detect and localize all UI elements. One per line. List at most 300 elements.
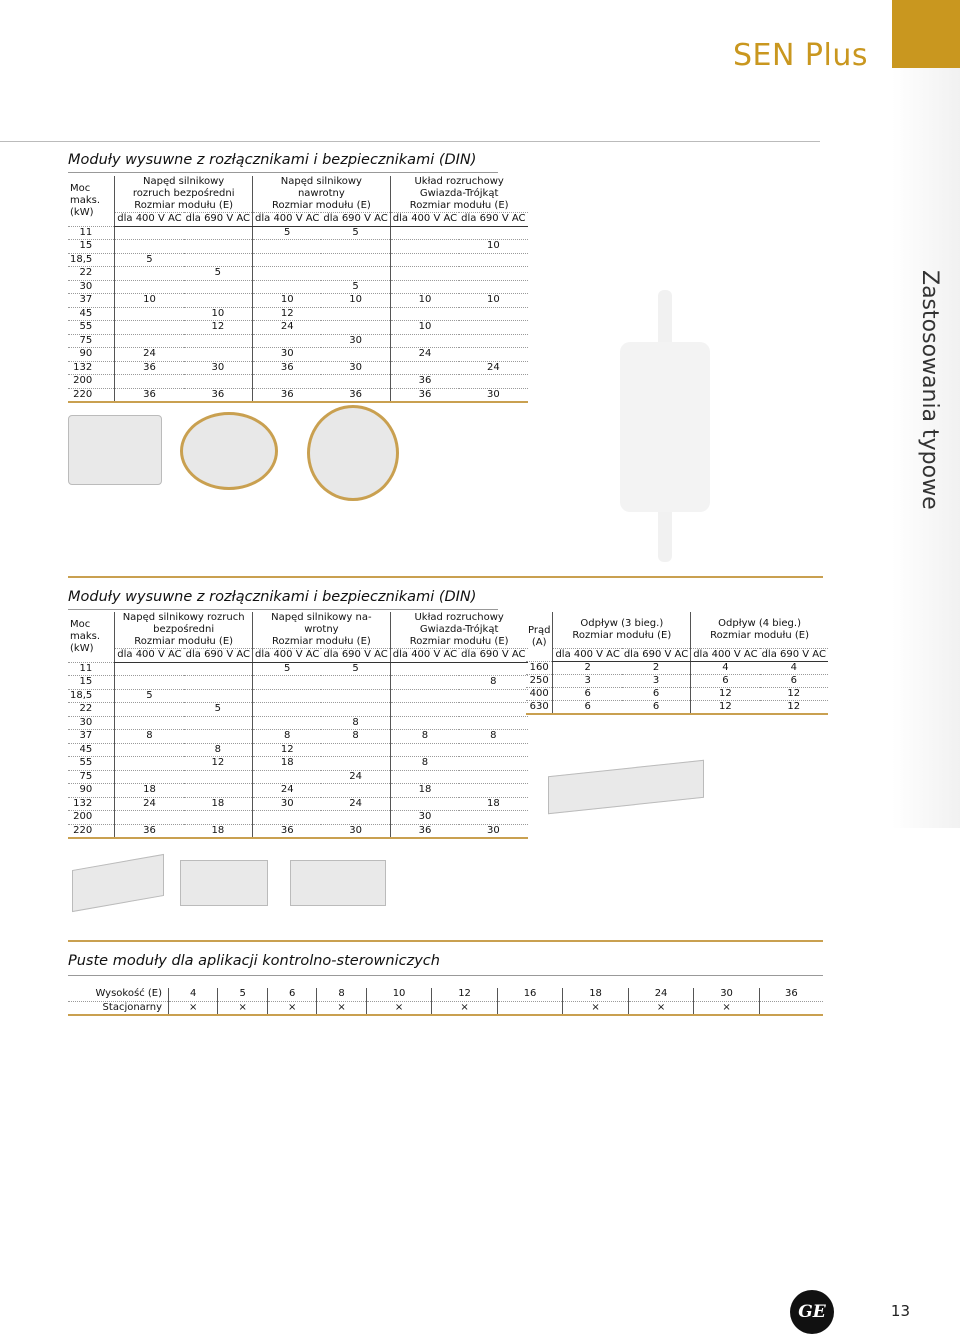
row-header-cell: 18,5 [68, 253, 115, 267]
row-header-cell: 90 [68, 784, 115, 798]
table-cell: 6 [553, 701, 622, 715]
table-cell [115, 334, 184, 348]
row-header-cell: 22 [68, 703, 115, 717]
product-photo [68, 415, 162, 485]
table-row [526, 675, 828, 688]
table-cell: 24 [115, 348, 184, 362]
table-cell: × [628, 1001, 694, 1015]
table-cell [253, 676, 322, 690]
table-cell: 36 [253, 361, 322, 375]
table-cell [459, 375, 527, 389]
table-cell [321, 689, 390, 703]
table-cell: 8 [459, 730, 527, 744]
table-cell: 18 [184, 824, 253, 838]
table-cell [321, 676, 390, 690]
table-cell [759, 1001, 823, 1015]
table-cell [115, 676, 184, 690]
table-cell [321, 321, 390, 335]
section2-rule [68, 609, 498, 610]
table-cell: 18 [184, 797, 253, 811]
table-cell: 5 [115, 253, 184, 267]
row-label: Wysokość (E) [68, 988, 169, 1001]
table-cell [321, 757, 390, 771]
table-cell: 12 [760, 688, 828, 701]
table-cell: × [563, 1001, 629, 1015]
product-photo [548, 760, 704, 814]
table-row [68, 307, 528, 321]
table-cell [115, 240, 184, 254]
group-header: Układ rozruchowy Gwiazda-Trójkąt Rozmiar modułu (E) [390, 612, 527, 649]
table-cell: 36 [390, 388, 459, 402]
table-cell [184, 294, 253, 308]
table-cell: 30 [390, 811, 459, 825]
row-header-cell: 37 [68, 294, 115, 308]
subheader-cell: dla 400 V AC [553, 649, 622, 662]
table-cell: 6 [622, 701, 691, 715]
page-number: 13 [890, 1302, 910, 1320]
table-cell [184, 375, 253, 389]
table-cell: 8 [317, 988, 366, 1001]
table-cell [459, 280, 527, 294]
table-cell [459, 689, 527, 703]
table-cell [253, 334, 322, 348]
subheader-cell: dla 400 V AC [253, 649, 322, 663]
table-cell: 12 [691, 701, 760, 715]
table-cell [115, 662, 184, 676]
table-cell: 12 [184, 321, 253, 335]
table-cell: 6 [267, 988, 316, 1001]
table-cell [253, 689, 322, 703]
row-header-cell: 37 [68, 730, 115, 744]
table-cell: 6 [553, 688, 622, 701]
table-cell: 5 [253, 662, 322, 676]
table-row [68, 676, 528, 690]
row-label: Stacjonarny [68, 1001, 169, 1015]
table-row [68, 226, 528, 240]
table-cell: 5 [218, 988, 267, 1001]
table-cell [184, 280, 253, 294]
row-header-cell: 15 [68, 676, 115, 690]
table-cell [390, 280, 459, 294]
table-cell [459, 307, 527, 321]
table-body [68, 662, 528, 838]
table-row [68, 770, 528, 784]
section4-title: Puste moduły dla aplikacji kontrolno-sterowniczych [68, 953, 440, 969]
table-cell: 10 [390, 321, 459, 335]
table-cell: 36 [115, 361, 184, 375]
table-row [68, 388, 528, 402]
section2-title: Moduły wysuwne z rozłącznikami i bezpiecznikami (DIN) [68, 589, 477, 605]
table-cell: 24 [253, 321, 322, 335]
table-cell [459, 757, 527, 771]
table-cell: 6 [691, 675, 760, 688]
table-cell [253, 240, 322, 254]
table-body [526, 662, 828, 715]
table-cell: 30 [459, 388, 527, 402]
table-cell [184, 226, 253, 240]
ge-logo: GE [790, 1290, 834, 1334]
table-cell [459, 253, 527, 267]
table-cell [390, 703, 459, 717]
table-cell: 24 [628, 988, 694, 1001]
table-cell [184, 348, 253, 362]
table-cell: 6 [622, 688, 691, 701]
table-cell [459, 784, 527, 798]
table-cell: × [317, 1001, 366, 1015]
subheader-cell: dla 400 V AC [390, 649, 459, 663]
table-cell: 36 [115, 388, 184, 402]
table-cell [184, 253, 253, 267]
table-row [68, 662, 528, 676]
table-cell [321, 307, 390, 321]
subheader-cell: dla 690 V AC [622, 649, 691, 662]
table-cell: 3 [553, 675, 622, 688]
subheader-cell: dla 690 V AC [184, 649, 253, 663]
table-cell [115, 375, 184, 389]
table-cell: 4 [691, 662, 760, 675]
subheader-cell: dla 690 V AC [461, 213, 526, 225]
table-cell [390, 361, 459, 375]
product-photo [180, 860, 268, 906]
table-cell: 8 [253, 730, 322, 744]
table-cell: 30 [321, 361, 390, 375]
table-cell: 18 [115, 784, 184, 798]
table-cell [321, 375, 390, 389]
table-cell [253, 253, 322, 267]
table-cell [184, 334, 253, 348]
table-cell: 36 [115, 824, 184, 838]
table-cell [253, 703, 322, 717]
subheader-cell: dla 690 V AC [321, 213, 390, 227]
group-header: Napęd silnikowy rozruch bezpośredni Rozmiar modułu (E) [115, 612, 253, 649]
table-cell [115, 716, 184, 730]
row-header-cell: 45 [68, 743, 115, 757]
table-row [68, 824, 528, 838]
row-header-cell: 90 [68, 348, 115, 362]
table-cell [321, 348, 390, 362]
row-header-cell: 200 [68, 811, 115, 825]
section1-title: Moduły wysuwne z rozłącznikami i bezpiecznikami (DIN) [68, 152, 477, 168]
table-cell [390, 689, 459, 703]
table-cell [459, 703, 527, 717]
row-header-cell: 220 [68, 388, 115, 402]
table-row [68, 280, 528, 294]
table-cell: 5 [184, 703, 253, 717]
table-cell [390, 743, 459, 757]
table-cell: 5 [115, 689, 184, 703]
row-header-cell: 75 [68, 334, 115, 348]
table-cell: 6 [760, 675, 828, 688]
table-row [68, 811, 528, 825]
table-cell: 8 [115, 730, 184, 744]
table-cell: × [366, 1001, 432, 1015]
table-cell: 8 [390, 730, 459, 744]
table-cell [115, 280, 184, 294]
table-cell: 30 [321, 334, 390, 348]
table-row [68, 253, 528, 267]
row-header-cell: 11 [68, 226, 115, 240]
table-cell: 24 [321, 797, 390, 811]
table-cell [321, 703, 390, 717]
table-cell: 10 [184, 307, 253, 321]
table-cell [459, 716, 527, 730]
table-cell: 12 [253, 743, 322, 757]
table-row [68, 743, 528, 757]
table-cell: 5 [321, 662, 390, 676]
table-cell [390, 676, 459, 690]
table-cell: 36 [759, 988, 823, 1001]
product-photo [180, 412, 278, 490]
table-row [68, 784, 528, 798]
table-cell: 24 [390, 348, 459, 362]
table-cell [459, 226, 527, 240]
table-cell: 36 [390, 824, 459, 838]
row-header-cell: 18,5 [68, 689, 115, 703]
table-cell [184, 716, 253, 730]
table-cell [253, 375, 322, 389]
table-cell [459, 811, 527, 825]
table-row [68, 321, 528, 335]
product-photo [72, 854, 164, 912]
table-row [68, 703, 528, 717]
table-cell: 8 [321, 716, 390, 730]
table-cell: 2 [622, 662, 691, 675]
section2-rule [68, 576, 823, 578]
table-cell [184, 770, 253, 784]
table-cell [321, 743, 390, 757]
section4-rule [68, 975, 823, 976]
table-cell [115, 757, 184, 771]
group-header: Napęd silnikowy na- wrotny Rozmiar modułu (E) [253, 612, 391, 649]
table-cell: 5 [184, 267, 253, 281]
table-row [68, 375, 528, 389]
table-cell: 36 [253, 824, 322, 838]
table-cell: 10 [366, 988, 432, 1001]
table-section4 [68, 988, 823, 1016]
table-cell: 4 [169, 988, 218, 1001]
table-cell: 8 [321, 730, 390, 744]
subheader-cell: dla 400 V AC [253, 213, 322, 227]
table-cell [184, 662, 253, 676]
table-cell: 10 [253, 294, 322, 308]
table-row [68, 797, 528, 811]
table-row [68, 757, 528, 771]
table-cell [184, 240, 253, 254]
row-header-cell: 55 [68, 757, 115, 771]
table-section3 [526, 612, 828, 715]
table-cell: 2 [553, 662, 622, 675]
fuse-watermark-icon [620, 290, 710, 562]
row-header-cell: 30 [68, 280, 115, 294]
table-cell: 8 [390, 757, 459, 771]
row-header-cell: 630 [526, 701, 553, 715]
table-cell: 12 [432, 988, 498, 1001]
group-header: Odpływ (4 bieg.) Rozmiar modułu (E) [691, 612, 828, 649]
table-row [68, 716, 528, 730]
brand-tab [892, 0, 960, 68]
table-cell [115, 703, 184, 717]
table-cell [459, 334, 527, 348]
table-cell: 10 [459, 240, 527, 254]
col-moc-header: Moc maks. (kW) [68, 176, 115, 226]
subheader-cell: dla 690 V AC [321, 649, 390, 663]
section1-rule [68, 172, 498, 173]
table-cell: 5 [321, 226, 390, 240]
table-cell: 30 [253, 797, 322, 811]
table-cell: 10 [321, 294, 390, 308]
row-header-cell: 75 [68, 770, 115, 784]
table-cell [390, 253, 459, 267]
table-cell [184, 784, 253, 798]
table-cell: 12 [253, 307, 322, 321]
subheader-cell: dla 690 V AC [461, 649, 526, 661]
table-cell: 5 [253, 226, 322, 240]
brand-title: SEN Plus [732, 38, 868, 73]
table-cell [321, 240, 390, 254]
table-cell: 12 [691, 688, 760, 701]
sidebar-label: Zastosowania typowe [917, 270, 942, 510]
row-header-cell: 160 [526, 662, 553, 675]
table-row [68, 267, 528, 281]
row-header-cell: 400 [526, 688, 553, 701]
table-cell [115, 321, 184, 335]
table-cell: 18 [563, 988, 629, 1001]
section4-rule [68, 940, 823, 942]
table-cell: 10 [115, 294, 184, 308]
table-cell: 3 [622, 675, 691, 688]
table-cell [115, 770, 184, 784]
table-cell: 16 [497, 988, 563, 1001]
table-cell [253, 267, 322, 281]
table-cell [253, 811, 322, 825]
subheader-cell: dla 400 V AC [390, 213, 459, 227]
row-header-cell: 220 [68, 824, 115, 838]
table-cell: 24 [321, 770, 390, 784]
table-cell: 12 [760, 701, 828, 715]
header-rule [0, 141, 820, 142]
row-header-cell: 15 [68, 240, 115, 254]
table-cell [253, 280, 322, 294]
table-cell [253, 770, 322, 784]
group-header: Napęd silnikowy rozruch bezpośredni Rozmiar modułu (E) [115, 176, 253, 213]
table-cell [184, 689, 253, 703]
table-cell [497, 1001, 563, 1015]
table-row [68, 240, 528, 254]
table-cell: 12 [184, 757, 253, 771]
table-cell [390, 226, 459, 240]
table-row [68, 348, 528, 362]
table-row [526, 701, 828, 715]
table-cell: 30 [694, 988, 760, 1001]
table-section2 [68, 612, 528, 839]
table-cell [390, 334, 459, 348]
row-header-cell: 132 [68, 361, 115, 375]
table-row [68, 334, 528, 348]
table-cell [390, 716, 459, 730]
table-cell [459, 348, 527, 362]
table-cell [390, 770, 459, 784]
table-cell: 18 [253, 757, 322, 771]
table-cell [459, 743, 527, 757]
table-cell [115, 307, 184, 321]
table-cell: 36 [253, 388, 322, 402]
row-header-cell: 132 [68, 797, 115, 811]
table-cell [115, 267, 184, 281]
table-cell: 30 [184, 361, 253, 375]
table-cell [115, 811, 184, 825]
product-photo [307, 405, 399, 501]
table-cell [390, 240, 459, 254]
row-header-cell: 30 [68, 716, 115, 730]
table-cell: 8 [184, 743, 253, 757]
table-cell: × [267, 1001, 316, 1015]
table-cell: 5 [321, 280, 390, 294]
group-header: Układ rozruchowy Gwiazda-Trójkąt Rozmiar modułu (E) [390, 176, 527, 213]
subheader-cell: dla 400 V AC [691, 649, 760, 662]
table-cell: 10 [390, 294, 459, 308]
subheader-cell: dla 400 V AC [115, 213, 184, 227]
table-cell: 30 [253, 348, 322, 362]
row-header-cell: 45 [68, 307, 115, 321]
table-section1 [68, 176, 528, 403]
table-cell [390, 662, 459, 676]
subheader-cell: dla 690 V AC [184, 213, 253, 227]
product-photo [290, 860, 386, 906]
group-header: Odpływ (3 bieg.) Rozmiar modułu (E) [553, 612, 691, 649]
table-cell: 36 [184, 388, 253, 402]
table-cell [184, 730, 253, 744]
col-prad-header: Prąd (A) [526, 612, 553, 662]
table-cell [321, 253, 390, 267]
row-header-cell: 22 [68, 267, 115, 281]
row-header-cell: 11 [68, 662, 115, 676]
subheader-cell: dla 400 V AC [115, 649, 184, 663]
row-header-cell: 55 [68, 321, 115, 335]
table-cell: 24 [115, 797, 184, 811]
table-cell [115, 226, 184, 240]
subheader-cell: dla 690 V AC [761, 649, 826, 660]
table-cell: 18 [390, 784, 459, 798]
col-moc-header: Moc maks. (kW) [68, 612, 115, 662]
table-cell: 36 [321, 388, 390, 402]
table-cell [459, 662, 527, 676]
table-cell [390, 307, 459, 321]
table-cell: × [432, 1001, 498, 1015]
table-cell [390, 267, 459, 281]
table-cell: 24 [459, 361, 527, 375]
table-row [68, 689, 528, 703]
table-cell: × [169, 1001, 218, 1015]
table-cell [321, 784, 390, 798]
table-cell: 24 [253, 784, 322, 798]
table-cell: 10 [459, 294, 527, 308]
table-row [526, 662, 828, 675]
table-cell: × [218, 1001, 267, 1015]
row-header-cell: 250 [526, 675, 553, 688]
table-row [68, 294, 528, 308]
table-cell [459, 770, 527, 784]
table-cell: 30 [459, 824, 527, 838]
table-cell: × [694, 1001, 760, 1015]
table-cell [459, 267, 527, 281]
table-cell: 36 [390, 375, 459, 389]
table-cell: 18 [459, 797, 527, 811]
table-cell [321, 811, 390, 825]
table-cell [390, 797, 459, 811]
table-row [68, 361, 528, 375]
table-cell [459, 321, 527, 335]
table-cell [115, 743, 184, 757]
